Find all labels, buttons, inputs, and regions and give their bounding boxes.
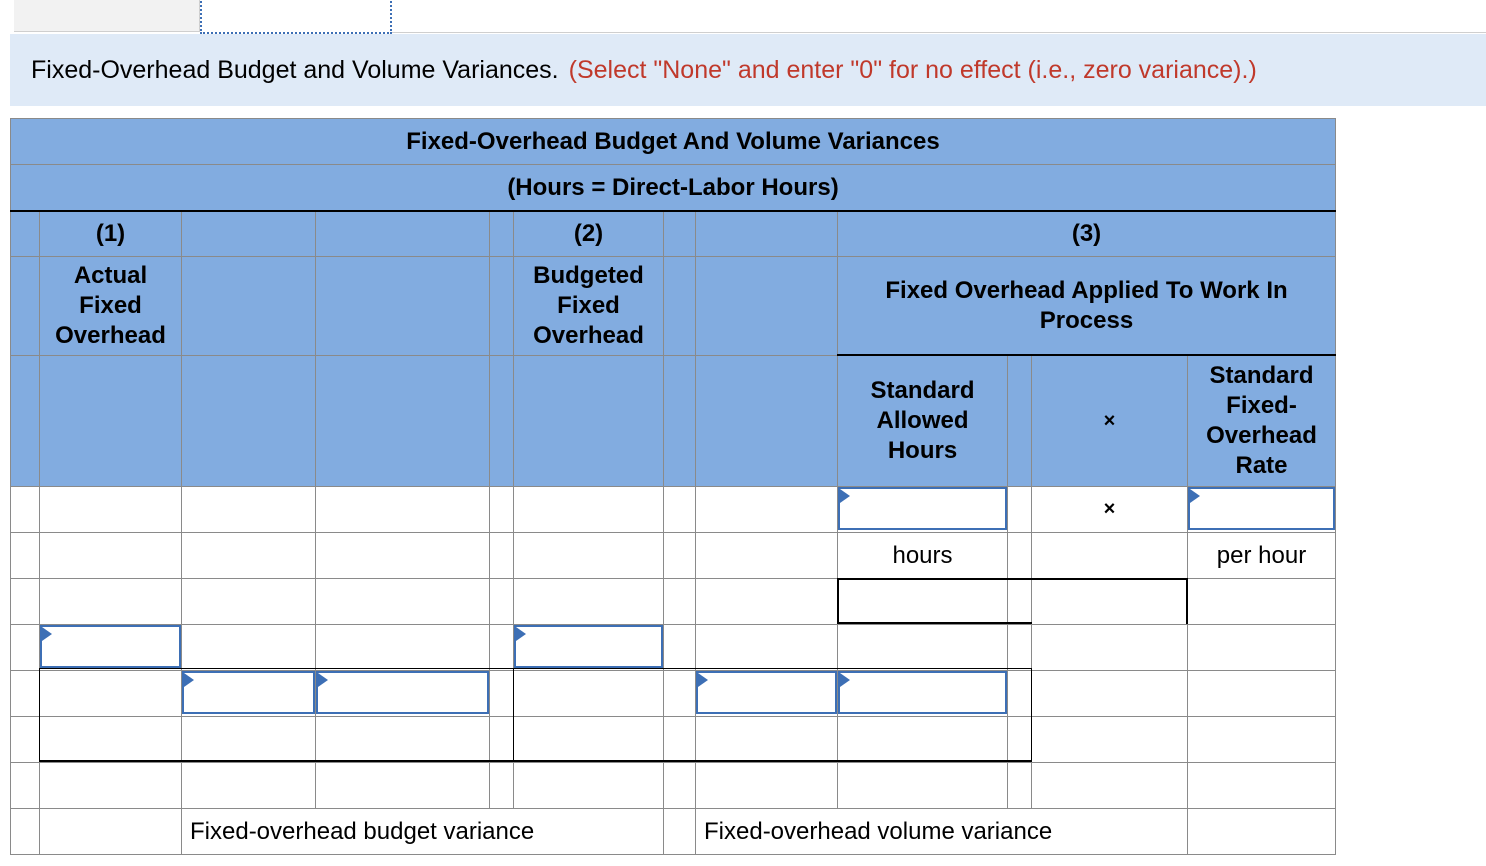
- rate-unit-label: per hour: [1187, 532, 1336, 579]
- actual-fixed-overhead-input[interactable]: [40, 625, 181, 668]
- table-cell: [663, 716, 696, 763]
- col3-number: (3): [837, 210, 1336, 257]
- col2-number: (2): [513, 210, 664, 257]
- header-blank: [695, 210, 838, 257]
- header-blank: [39, 355, 182, 487]
- table-cell: [181, 486, 316, 533]
- table-cell: [1187, 716, 1336, 763]
- table-cell: [489, 716, 514, 763]
- previous-tab[interactable]: [14, 0, 200, 32]
- table-cell: [39, 486, 182, 533]
- col2-label: Budgeted Fixed Overhead: [513, 256, 664, 356]
- table-cell: [663, 578, 696, 625]
- row-multiply-sign: ×: [1031, 486, 1188, 533]
- header-blank: [695, 355, 838, 487]
- table-cell: [39, 670, 182, 717]
- table-subtitle: (Hours = Direct-Labor Hours): [10, 164, 1336, 211]
- table-cell: [1187, 624, 1336, 671]
- table-cell: [1007, 624, 1032, 671]
- table-cell: [1031, 578, 1188, 625]
- header-blank: [10, 210, 40, 257]
- standard-rate-input[interactable]: [1188, 487, 1335, 530]
- rule: [39, 668, 1032, 669]
- table-cell: [10, 670, 40, 717]
- table-cell: [489, 670, 514, 717]
- table-cell: [10, 578, 40, 625]
- header-blank: [181, 256, 316, 356]
- header-blank: [695, 256, 838, 356]
- col1-label: Actual Fixed Overhead: [39, 256, 182, 356]
- header-blank: [489, 256, 514, 356]
- table-cell: [39, 716, 182, 763]
- header-blank: [663, 355, 696, 487]
- table-cell: [315, 624, 490, 671]
- table-cell: [663, 624, 696, 671]
- header-blank: [513, 355, 664, 487]
- budget-variance-amount-input[interactable]: [182, 671, 315, 714]
- table-cell: [10, 762, 40, 809]
- table-cell: [837, 716, 1008, 763]
- instruction-banner: [10, 34, 1486, 106]
- table-cell: [1007, 670, 1032, 717]
- table-cell: [489, 624, 514, 671]
- table-cell: [39, 808, 182, 855]
- col1-number: (1): [39, 210, 182, 257]
- table-cell: [489, 486, 514, 533]
- rule: [39, 760, 1032, 762]
- table-cell: [1031, 716, 1188, 763]
- table-cell: [315, 762, 490, 809]
- table-cell: [1187, 762, 1336, 809]
- volume-variance-label: Fixed-overhead volume variance: [695, 808, 1188, 855]
- table-cell: [181, 532, 316, 579]
- rule: [837, 578, 839, 624]
- budget-variance-label: Fixed-overhead budget variance: [181, 808, 664, 855]
- table-cell: [1031, 532, 1188, 579]
- table-cell: [695, 762, 838, 809]
- std-allowed-hours-header: Standard Allowed Hours: [837, 355, 1008, 487]
- table-cell: [10, 808, 40, 855]
- header-blank: [663, 210, 696, 257]
- table-cell: [181, 578, 316, 625]
- header-blank: [315, 256, 490, 356]
- multiply-sign: ×: [1031, 355, 1188, 487]
- table-cell: [663, 532, 696, 579]
- active-tab[interactable]: [200, 0, 392, 34]
- table-cell: [695, 486, 838, 533]
- table-cell: [1007, 716, 1032, 763]
- table-cell: [695, 532, 838, 579]
- table-cell: [39, 762, 182, 809]
- table-cell: [1187, 808, 1336, 855]
- table-cell: [513, 578, 664, 625]
- table-cell: [837, 624, 1008, 671]
- table-cell: [513, 670, 664, 717]
- table-cell: [39, 578, 182, 625]
- table-cell: [513, 486, 664, 533]
- volume-variance-effect-select[interactable]: [838, 671, 1007, 714]
- table-cell: [1007, 486, 1032, 533]
- table-cell: [181, 716, 316, 763]
- header-blank: [10, 256, 40, 356]
- table-cell: [39, 532, 182, 579]
- table-cell: [181, 762, 316, 809]
- table-cell: [513, 762, 664, 809]
- budget-variance-effect-select[interactable]: [316, 671, 489, 714]
- standard-allowed-hours-input[interactable]: [838, 487, 1007, 530]
- header-blank: [489, 210, 514, 257]
- table-cell: [695, 624, 838, 671]
- header-blank: [181, 210, 316, 257]
- header-blank: [10, 355, 40, 487]
- table-cell: [663, 762, 696, 809]
- table-cell: [10, 716, 40, 763]
- header-blank: [489, 355, 514, 487]
- rule: [837, 578, 1188, 580]
- table-cell: [837, 762, 1008, 809]
- table-cell: [10, 486, 40, 533]
- header-blank: [315, 355, 490, 487]
- table-cell: [489, 578, 514, 625]
- rule: [10, 210, 1336, 212]
- hours-unit-label: hours: [837, 532, 1008, 579]
- table-cell: [10, 624, 40, 671]
- table-cell: [315, 532, 490, 579]
- table-cell: [315, 578, 490, 625]
- table-cell: [181, 624, 316, 671]
- budgeted-fixed-overhead-input[interactable]: [514, 625, 663, 668]
- rule: [837, 354, 1336, 356]
- table-cell: [663, 808, 696, 855]
- header-blank: [181, 355, 316, 487]
- volume-variance-amount-input[interactable]: [696, 671, 837, 714]
- tab-divider: [392, 32, 1486, 33]
- table-cell: [1187, 670, 1336, 717]
- banner-note: (Select "None" and enter "0" for no effect (i.e., zero variance).): [568, 55, 1257, 84]
- header-blank: [1007, 355, 1032, 487]
- banner-title: Fixed-Overhead Budget and Volume Variances.: [31, 55, 559, 84]
- col3-label: Fixed Overhead Applied To Work In Process: [837, 256, 1336, 356]
- table-cell: [10, 532, 40, 579]
- table-title: Fixed-Overhead Budget And Volume Variances: [10, 118, 1336, 165]
- table-cell: [695, 578, 838, 625]
- table-cell: [695, 716, 838, 763]
- table-cell: [837, 578, 1008, 625]
- table-cell: [1031, 670, 1188, 717]
- table-cell: [315, 716, 490, 763]
- header-blank: [663, 256, 696, 356]
- rule: [1186, 578, 1188, 624]
- table-cell: [1031, 762, 1188, 809]
- table-cell: [489, 762, 514, 809]
- table-cell: [1007, 762, 1032, 809]
- rule: [513, 668, 514, 762]
- table-cell: [489, 532, 514, 579]
- std-rate-header: Standard Fixed-Overhead Rate: [1187, 355, 1336, 487]
- table-cell: [1007, 532, 1032, 579]
- table-cell: [513, 532, 664, 579]
- table-cell: [1031, 624, 1188, 671]
- rule: [1031, 668, 1032, 762]
- rule: [837, 622, 1032, 624]
- rule: [39, 668, 40, 762]
- table-cell: [315, 486, 490, 533]
- header-blank: [315, 210, 490, 257]
- table-cell: [663, 670, 696, 717]
- table-cell: [663, 486, 696, 533]
- table-cell: [1007, 578, 1032, 625]
- table-cell: [1187, 578, 1336, 625]
- table-cell: [513, 716, 664, 763]
